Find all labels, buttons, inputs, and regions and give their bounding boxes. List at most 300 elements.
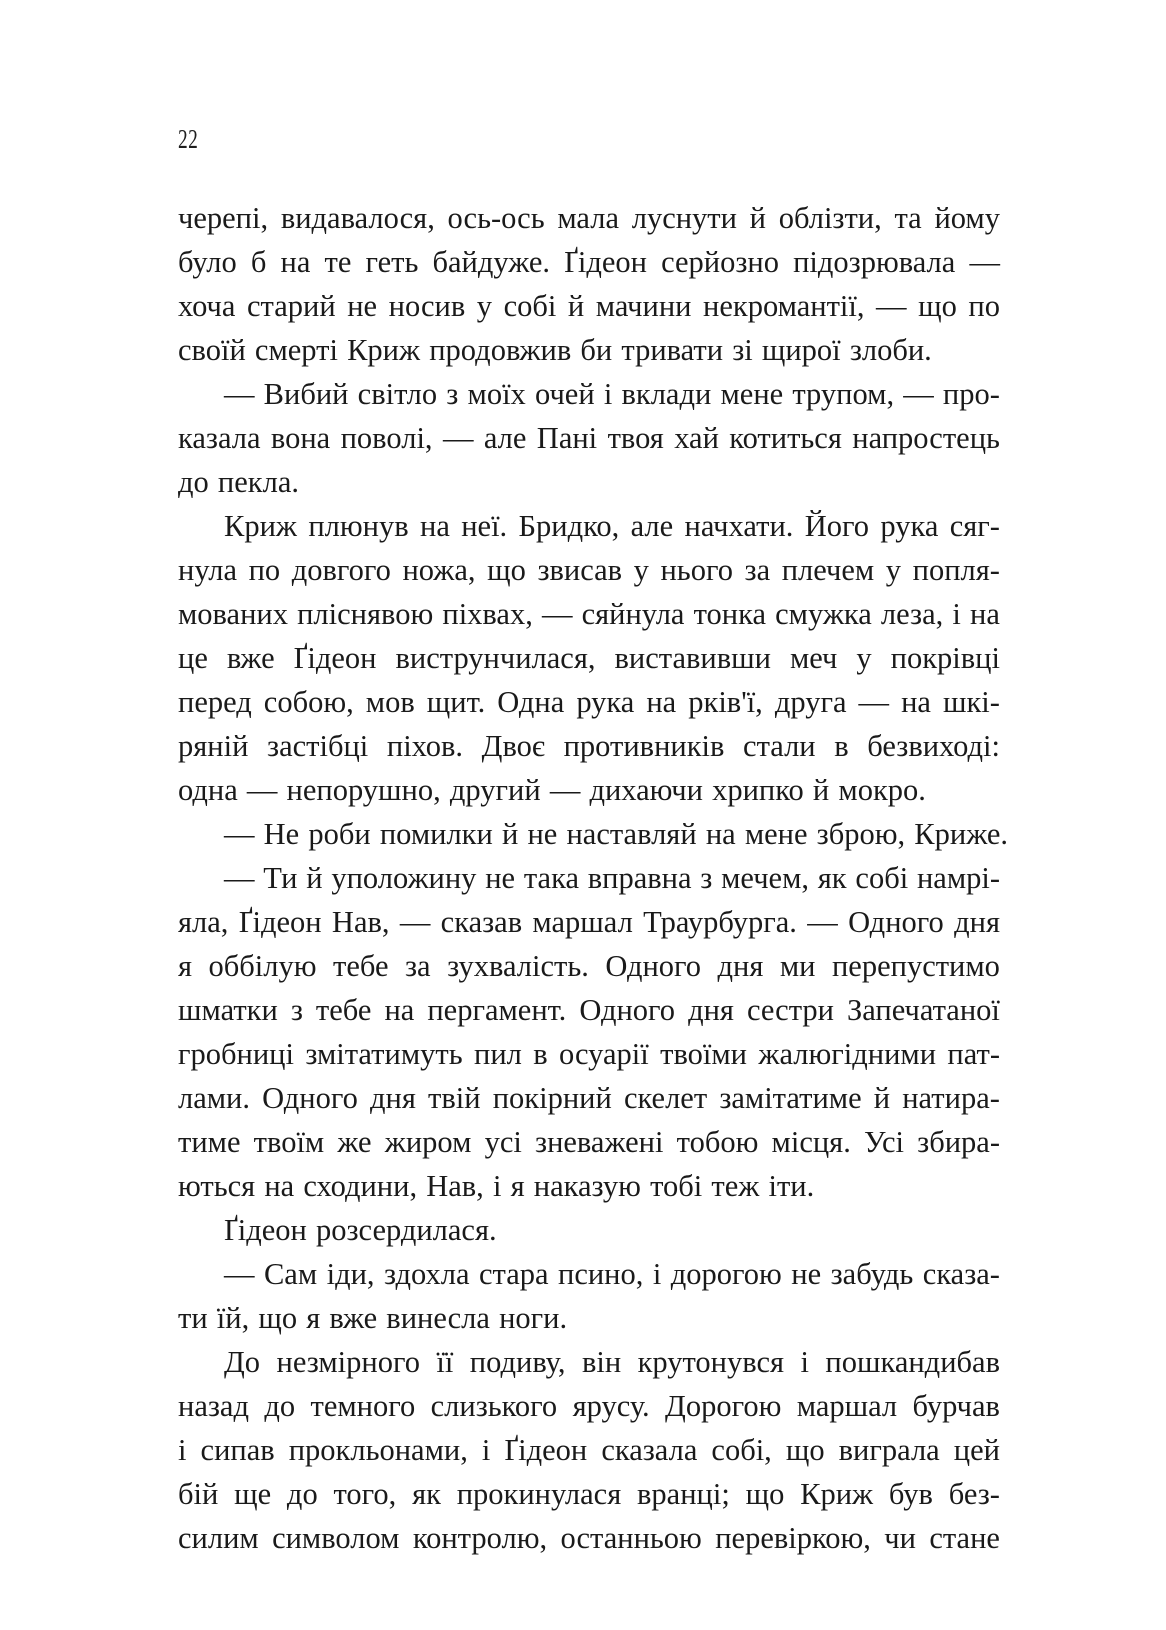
word: тривати <box>621 333 724 367</box>
word: покірний <box>492 1081 612 1115</box>
word: світло <box>357 377 438 411</box>
word: казала <box>178 421 261 455</box>
word: одна <box>178 773 238 807</box>
word: іти. <box>768 1169 815 1203</box>
word: по <box>968 289 1000 323</box>
text-line <box>178 680 1000 724</box>
text-line <box>178 328 1000 372</box>
word: мене <box>744 817 808 851</box>
word: йому <box>934 201 1000 235</box>
word: шкі- <box>942 685 1000 719</box>
text-line <box>178 724 1000 768</box>
word: перепустимо <box>831 949 1000 983</box>
word: моїх <box>467 377 526 411</box>
word: жиром <box>384 1125 472 1159</box>
word: тобі <box>650 1169 703 1203</box>
word: та <box>894 201 922 235</box>
word: тобою <box>676 1125 759 1159</box>
text-line <box>178 1076 1000 1120</box>
word: піхвах, <box>442 597 533 631</box>
word: перевіркою, <box>715 1521 871 1555</box>
word: оббілую <box>208 949 317 983</box>
word: дихаючи <box>589 773 703 807</box>
word: і <box>492 1169 502 1203</box>
word: вже <box>329 1301 378 1335</box>
word: мечем, <box>721 861 810 895</box>
word: вклади <box>621 377 712 411</box>
word: й <box>749 201 766 235</box>
word: сестри <box>746 993 834 1027</box>
word: попля- <box>912 553 1000 587</box>
word: до <box>264 1389 296 1423</box>
word: Двоє <box>481 729 545 763</box>
word: нього <box>660 553 733 587</box>
word: стали <box>743 729 816 763</box>
word: плюнув <box>308 509 409 543</box>
word: довгого <box>291 553 391 587</box>
word: звисав <box>537 553 623 587</box>
word: на <box>280 245 311 279</box>
word: псино, <box>558 1257 644 1291</box>
text-line <box>178 1384 1000 1428</box>
word: і <box>178 1433 187 1467</box>
word: осуарії <box>559 1037 649 1071</box>
word: б <box>250 245 267 279</box>
word: за <box>405 949 431 983</box>
word: Ґідеон <box>504 1433 588 1467</box>
word: — <box>442 421 474 455</box>
word: пил <box>474 1037 522 1071</box>
text-line <box>178 1120 1000 1164</box>
text-line <box>178 1340 1000 1384</box>
word: здохла <box>384 1257 470 1291</box>
word: продовжив <box>429 333 572 367</box>
word: темного <box>310 1389 416 1423</box>
word: у <box>476 289 493 323</box>
text-line <box>178 240 1000 284</box>
word: До <box>224 1345 261 1379</box>
word: що <box>785 1433 825 1467</box>
word: собі <box>503 289 557 323</box>
word: як <box>412 1477 441 1511</box>
word: пергамент. <box>427 993 567 1027</box>
word: зухвалість. <box>447 949 589 983</box>
word: начхати. <box>684 509 794 543</box>
word: така <box>523 861 579 895</box>
word: цей <box>953 1433 1000 1467</box>
word: забудь <box>830 1257 914 1291</box>
word: ярусу. <box>572 1389 650 1423</box>
text-line <box>178 944 1000 988</box>
word: собою, <box>263 685 354 719</box>
word: смужка <box>775 597 872 631</box>
word: прокинулася <box>456 1477 622 1511</box>
word: мокро. <box>838 773 926 807</box>
text-line <box>178 856 1000 900</box>
word: в <box>533 1037 548 1071</box>
word: Вибий <box>263 377 349 411</box>
word: вже <box>226 641 275 675</box>
word: ножа, <box>402 553 476 587</box>
word: видавалося, <box>280 201 435 235</box>
word: злоби. <box>849 333 932 367</box>
word: тебе <box>333 949 389 983</box>
word: Ґідеон <box>238 905 322 939</box>
word: і <box>952 597 961 631</box>
word: силим <box>178 1521 259 1555</box>
word: дня <box>370 1081 416 1115</box>
word: ми <box>779 949 816 983</box>
text-line <box>178 1164 1000 1208</box>
word: й <box>306 861 323 895</box>
word: старий <box>246 289 336 323</box>
word: твоїм <box>253 1125 325 1159</box>
word: мов <box>365 685 415 719</box>
word: по <box>248 553 281 587</box>
text-line <box>178 592 1000 636</box>
word: помилки <box>379 817 493 851</box>
word: не <box>527 817 558 851</box>
word: яла, <box>178 905 229 939</box>
word: Ти <box>263 861 298 895</box>
word: на <box>970 597 1000 631</box>
word: друга <box>774 685 847 719</box>
word: меч <box>789 641 838 675</box>
word: Нав, <box>426 1169 484 1203</box>
word: прокльонами, <box>288 1433 468 1467</box>
word: нула <box>178 553 237 587</box>
word: ще <box>234 1477 272 1511</box>
word: бурчав <box>912 1389 1000 1423</box>
word: Криж <box>347 333 421 367</box>
word: жалюгідними <box>758 1037 937 1071</box>
word: збира- <box>917 1125 1000 1159</box>
word: — <box>224 861 255 895</box>
word: незмірного <box>276 1345 420 1379</box>
word: ноги. <box>499 1301 568 1335</box>
word: за <box>744 553 771 587</box>
word: з <box>290 993 303 1027</box>
word: зброю, <box>816 817 906 851</box>
word: сяг- <box>949 509 1000 543</box>
word: в <box>834 729 849 763</box>
word: що <box>487 553 526 587</box>
word: — <box>224 377 255 411</box>
word: ються <box>178 1169 256 1203</box>
word: це <box>178 641 208 675</box>
word: твоя <box>607 421 664 455</box>
word: я <box>306 1301 321 1335</box>
word: смерті <box>254 333 338 367</box>
word: пекла. <box>217 465 299 499</box>
text-line <box>178 1296 1000 1340</box>
text-line <box>178 812 1009 856</box>
word: винесла <box>386 1301 490 1335</box>
word: Криж <box>224 509 297 543</box>
word: непорушно, <box>286 773 441 807</box>
word: чи <box>884 1521 916 1555</box>
word: того, <box>333 1477 397 1511</box>
word: у <box>885 553 902 587</box>
word: що <box>918 289 957 323</box>
word: противників <box>563 729 725 763</box>
word: сказа- <box>922 1257 1000 1291</box>
word: перед <box>178 685 252 719</box>
word: і <box>652 1257 662 1291</box>
word: же <box>337 1125 372 1159</box>
word: вранці; <box>637 1477 730 1511</box>
word: щирої <box>761 333 841 367</box>
word: не <box>791 1257 822 1291</box>
word: Його <box>804 509 870 543</box>
word: маршал <box>796 1389 898 1423</box>
word: усі <box>484 1125 522 1159</box>
word: про- <box>942 377 1000 411</box>
word: на <box>646 685 677 719</box>
word: лами. <box>178 1081 251 1115</box>
word: крутонувся <box>637 1345 785 1379</box>
word: він <box>581 1345 622 1379</box>
word: дня <box>717 949 764 983</box>
text-line <box>178 1428 1000 1472</box>
word: змітатимуть <box>305 1037 463 1071</box>
word: бій <box>178 1477 219 1511</box>
word: — <box>969 245 1000 279</box>
word: — <box>399 905 431 939</box>
word: як <box>817 861 847 895</box>
text-line <box>178 416 1000 460</box>
text-line <box>178 284 1000 328</box>
word: і <box>481 1433 491 1467</box>
word: собі, <box>711 1433 772 1467</box>
word: наставляй <box>566 817 697 851</box>
word: контролю, <box>412 1521 548 1555</box>
word: зі <box>732 333 753 367</box>
word: на <box>901 685 931 719</box>
word: сипав <box>200 1433 275 1467</box>
word: намрі- <box>916 861 1000 895</box>
word: і <box>800 1345 809 1379</box>
word: — <box>224 1257 255 1291</box>
word: те <box>324 245 352 279</box>
word: неї. <box>461 509 508 543</box>
word: на <box>705 817 736 851</box>
word: рука <box>576 685 635 719</box>
word: й <box>501 817 519 851</box>
word: сходини, <box>303 1169 418 1203</box>
word: хрипко <box>712 773 804 807</box>
word: й <box>567 289 585 323</box>
word: Усі <box>864 1125 904 1159</box>
word: на <box>264 1169 295 1203</box>
word: Запечатаної <box>847 993 1000 1027</box>
word: плечем <box>781 553 875 587</box>
word: натира- <box>902 1081 1000 1115</box>
word: Одна <box>497 685 565 719</box>
word: іди, <box>326 1257 375 1291</box>
page-number: 22 <box>178 124 199 154</box>
word: маршал <box>532 905 633 939</box>
word: покрівці <box>890 641 1000 675</box>
word: поволі, <box>340 421 433 455</box>
word: Криже. <box>914 817 1009 851</box>
word: сяйнула <box>581 597 685 631</box>
word: але <box>483 421 527 455</box>
text-line <box>178 548 1000 592</box>
word: було <box>178 245 237 279</box>
word: уположину <box>331 861 477 895</box>
word: напростець <box>852 421 1000 455</box>
word: але <box>630 509 674 543</box>
word: без- <box>948 1477 1000 1511</box>
word: стара <box>478 1257 549 1291</box>
word: зневажені <box>535 1125 664 1159</box>
word: наказую <box>533 1169 641 1203</box>
word: стане <box>929 1521 1000 1555</box>
word: собі <box>855 861 909 895</box>
text-line <box>178 1516 1000 1560</box>
word: — <box>541 597 573 631</box>
word: й <box>812 773 830 807</box>
text-line <box>178 636 1000 680</box>
word: некромантії, <box>703 289 865 323</box>
word: трупом, <box>792 377 895 411</box>
word: виставивши <box>614 641 771 675</box>
word: слизького <box>430 1389 558 1423</box>
word: до <box>178 465 209 499</box>
word: пат- <box>947 1037 1000 1071</box>
word: шматки <box>178 993 278 1027</box>
word: у <box>633 553 649 587</box>
word: дня <box>954 905 1000 939</box>
text-line <box>178 768 1000 812</box>
word: пошкандибав <box>825 1345 1000 1379</box>
word: подиву, <box>469 1345 566 1379</box>
word: назад <box>178 1389 249 1423</box>
word: ряній <box>178 729 249 763</box>
word: дорогою <box>670 1257 782 1291</box>
word: Одного <box>579 993 676 1027</box>
word: геть <box>365 245 419 279</box>
word: що <box>258 1301 298 1335</box>
word: дня <box>688 993 734 1027</box>
word: рука <box>880 509 939 543</box>
word: я <box>178 949 193 983</box>
word: Дорогою <box>665 1389 782 1423</box>
word: у <box>856 641 872 675</box>
word: безвиході: <box>867 729 1000 763</box>
word: Криж <box>800 1477 874 1511</box>
word: Одного <box>262 1081 358 1115</box>
word: очей <box>534 377 595 411</box>
word: пліснявою <box>297 597 434 631</box>
word: твоїми <box>660 1037 748 1071</box>
word: гробниці <box>178 1037 294 1071</box>
word: не <box>485 861 516 895</box>
word: — <box>224 817 255 851</box>
word: сказав <box>440 905 523 939</box>
word: вона <box>270 421 331 455</box>
word: — <box>858 685 890 719</box>
body-text <box>178 196 1009 1560</box>
word: луснути <box>631 201 737 235</box>
word: символом <box>272 1521 400 1555</box>
word: щит. <box>426 685 486 719</box>
word: з <box>446 377 459 411</box>
word: підозрювала <box>793 245 956 279</box>
text-line <box>178 988 1000 1032</box>
word: сказала <box>601 1433 698 1467</box>
word: Ґідеон <box>293 641 377 675</box>
word: — <box>807 905 838 939</box>
text-line <box>178 1208 1000 1252</box>
word: виграла <box>838 1433 940 1467</box>
word: тиме <box>178 1125 241 1159</box>
word: — <box>876 289 907 323</box>
word: Нав, <box>331 905 390 939</box>
text-line <box>178 372 1000 416</box>
word: би <box>580 333 613 367</box>
word: застібці <box>267 729 369 763</box>
word: місця. <box>771 1125 851 1159</box>
word: ось-ось <box>447 201 545 235</box>
word: своїй <box>178 333 246 367</box>
word: Сам <box>263 1257 318 1291</box>
word: Бридко, <box>518 509 620 543</box>
word: роби <box>308 817 371 851</box>
word: облізти, <box>778 201 882 235</box>
word: я <box>510 1169 525 1203</box>
text-line <box>178 1032 1000 1076</box>
text-line <box>178 1252 1000 1296</box>
word: серйозно <box>661 245 779 279</box>
text-line <box>178 460 1000 504</box>
word: розсердилася. <box>315 1213 497 1247</box>
word: хай <box>674 421 719 455</box>
word: теж <box>711 1169 760 1203</box>
word: байдуже. <box>432 245 551 279</box>
word: мала <box>557 201 619 235</box>
word: мене <box>720 377 784 411</box>
word: до <box>286 1477 318 1511</box>
word: твій <box>428 1081 481 1115</box>
word: — <box>903 377 934 411</box>
word: і <box>603 377 613 411</box>
word: з <box>700 861 713 895</box>
word: останньою <box>560 1521 702 1555</box>
word: тебе <box>315 993 372 1027</box>
word: — <box>549 773 581 807</box>
word: скелет <box>623 1081 708 1115</box>
word: Одного <box>605 949 702 983</box>
word: рків'ї, <box>688 685 763 719</box>
word: що <box>745 1477 785 1511</box>
word: Пані <box>536 421 598 455</box>
word: Одного <box>848 905 944 939</box>
text-line <box>178 196 1000 240</box>
word: другий <box>449 773 541 807</box>
word: носив <box>388 289 466 323</box>
word: її <box>436 1345 454 1379</box>
word: черепі, <box>178 201 269 235</box>
word: Ґідеон <box>564 245 647 279</box>
word: Ґідеон <box>224 1213 307 1247</box>
word: ти <box>178 1301 208 1335</box>
word: Не <box>263 817 300 851</box>
word: піхов. <box>386 729 464 763</box>
word: був <box>888 1477 933 1511</box>
word: леза, <box>880 597 944 631</box>
